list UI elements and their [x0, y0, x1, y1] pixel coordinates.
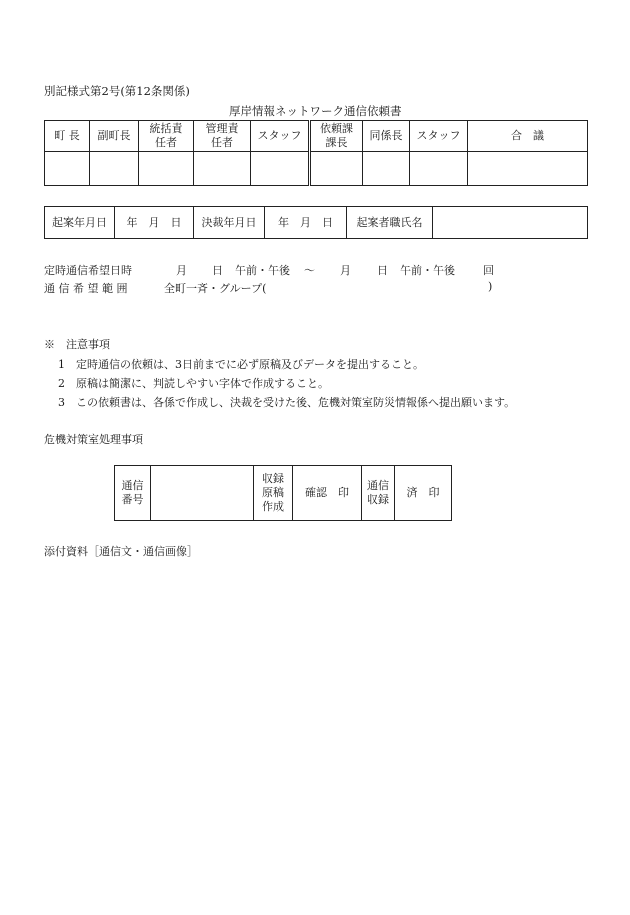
note-item: 2 原稿は簡潔に、判読しやすい字体で作成すること。 — [58, 377, 329, 390]
processing-table — [114, 465, 452, 521]
header-deputy-mayor: 副町長 — [90, 121, 139, 152]
header-consultation: 合 議 — [468, 121, 588, 152]
scope-value[interactable]: 全町一斉・グループ( — [164, 282, 267, 295]
scope-close-paren: ) — [488, 280, 493, 293]
schedule-month-2[interactable]: 月 — [340, 264, 351, 277]
header-mayor: 町 長 — [45, 121, 90, 152]
comm-record-label: 通信 収録 — [362, 466, 395, 521]
drafter-label: 起案者職氏名 — [347, 207, 433, 239]
draft-date-field[interactable]: 年 月 日 — [115, 207, 194, 239]
schedule-month-1[interactable]: 月 — [176, 264, 187, 277]
document-title: 厚岸情報ネットワーク通信依頼書 — [229, 104, 402, 118]
seal-box[interactable] — [139, 152, 194, 186]
scope-label: 通 信 希 望 範 囲 — [44, 282, 128, 295]
schedule-ampm-1[interactable]: 午前・午後 — [235, 264, 290, 277]
seal-box[interactable] — [45, 152, 90, 186]
header-admin-manager: 管理責 任者 — [194, 121, 251, 152]
header-staff: スタッフ — [251, 121, 310, 152]
seal-box[interactable] — [194, 152, 251, 186]
schedule-day-1[interactable]: 日 — [212, 264, 223, 277]
drafter-field[interactable] — [433, 207, 588, 239]
seal-box[interactable] — [468, 152, 588, 186]
confirm-seal-cell[interactable]: 確認 印 — [293, 466, 362, 521]
note-item: 3 この依頼書は、各係で作成し、決裁を受けた後、危機対策室防災情報係へ提出願います。 — [58, 396, 516, 409]
header-sub-chief: 同係長 — [363, 121, 410, 152]
seal-box[interactable] — [90, 152, 139, 186]
approval-table — [44, 120, 588, 186]
form-number: 別記様式第2号(第12条関係) — [44, 84, 190, 98]
decision-date-label: 決裁年月日 — [194, 207, 265, 239]
seal-box[interactable] — [310, 152, 363, 186]
seal-box[interactable] — [251, 152, 310, 186]
decision-date-field[interactable]: 年 月 日 — [265, 207, 347, 239]
schedule-times[interactable]: 回 — [483, 264, 494, 277]
attachment-note: 添付資料［通信文・通信画像］ — [44, 545, 198, 558]
schedule-tilde: ～ — [304, 264, 315, 277]
draft-date-label: 起案年月日 — [45, 207, 115, 239]
schedule-day-2[interactable]: 日 — [377, 264, 388, 277]
header-request-section-chief: 依頼課 課長 — [310, 121, 363, 152]
record-draft-label: 収録 原稿 作成 — [254, 466, 293, 521]
schedule-label: 定時通信希望日時 — [44, 264, 132, 277]
comm-number-label: 通信 番号 — [115, 466, 151, 521]
done-seal-cell[interactable]: 済 印 — [395, 466, 452, 521]
date-table — [44, 206, 588, 239]
notes-heading: ※ 注意事項 — [44, 338, 110, 351]
seal-box[interactable] — [363, 152, 410, 186]
processing-heading: 危機対策室処理事項 — [44, 433, 143, 446]
comm-number-field[interactable] — [151, 466, 254, 521]
schedule-ampm-2[interactable]: 午前・午後 — [400, 264, 455, 277]
seal-box[interactable] — [410, 152, 468, 186]
header-general-manager: 統括責 任者 — [139, 121, 194, 152]
header-request-staff: スタッフ — [410, 121, 468, 152]
note-item: 1 定時通信の依頼は、3日前までに必ず原稿及びデータを提出すること。 — [58, 358, 424, 371]
